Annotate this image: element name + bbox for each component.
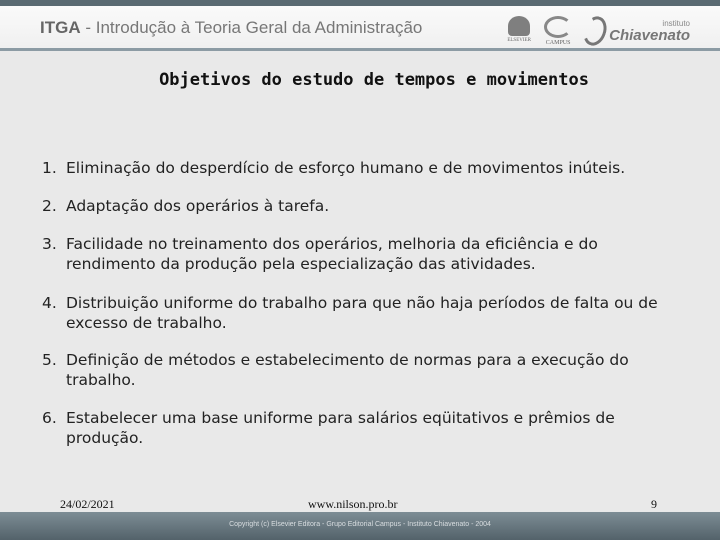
header-title-rest: - Introdução à Teoria Geral da Administração	[80, 18, 423, 37]
list-item-text: Eliminação do desperdício de esforço humano e de movimentos inúteis.	[66, 159, 626, 177]
footer-page-number: 9	[651, 497, 657, 511]
slide-header	[0, 6, 720, 51]
chiavenato-small-text: instituto	[662, 18, 690, 28]
list-item	[42, 350, 702, 390]
header-title-bold: ITGA	[40, 18, 81, 37]
footer-url: www.nilson.pro.br	[308, 497, 398, 511]
elsevier-tree-icon	[508, 16, 530, 36]
chiavenato-swirl-icon	[580, 13, 611, 49]
list-item	[42, 196, 702, 216]
campus-ring-icon	[544, 16, 572, 38]
publisher-logos	[506, 14, 690, 48]
list-item	[42, 408, 692, 448]
list-item-text: Distribuição uniforme do trabalho para que não haja períodos de falta ou de excesso de trabalho.	[66, 294, 658, 332]
chiavenato-logo	[584, 16, 690, 46]
chiavenato-big-text: Chiavenato	[609, 26, 690, 44]
footer-date: 24/02/2021	[60, 497, 115, 511]
list-item	[42, 234, 682, 274]
list-item-number: 6.	[42, 409, 57, 427]
list-item	[42, 158, 702, 178]
list-item-text: Facilidade no treinamento dos operários, melhoria da eficiência e do rendimento da produção pela especialização das atividades.	[66, 235, 598, 273]
list-item-number: 5.	[42, 351, 57, 369]
campus-caption: CAMPUS	[545, 40, 571, 46]
list-item-text: Adaptação dos operários à tarefa.	[66, 197, 330, 215]
campus-logo	[542, 16, 574, 46]
list-item-number: 3.	[42, 235, 57, 253]
list-item-text: Estabelecer uma base uniforme para salários eqüitativos e prêmios de produção.	[66, 409, 615, 447]
list-item-number: 1.	[42, 159, 57, 177]
list-item	[42, 293, 682, 333]
elsevier-caption: ELSEVIER	[507, 38, 531, 43]
copyright-text: Copyright (c) Elsevier Editora - Grupo Editorial Campus - Instituto Chiavenato - 2004	[229, 521, 491, 528]
header-title	[40, 18, 422, 38]
list-item-text: Definição de métodos e estabelecimento de normas para a execução do trabalho.	[66, 351, 629, 389]
list-item-number: 4.	[42, 294, 57, 312]
elsevier-logo	[506, 16, 532, 46]
slide-title: Objetivos do estudo de tempos e movimentos	[159, 70, 589, 90]
list-item-number: 2.	[42, 197, 57, 215]
